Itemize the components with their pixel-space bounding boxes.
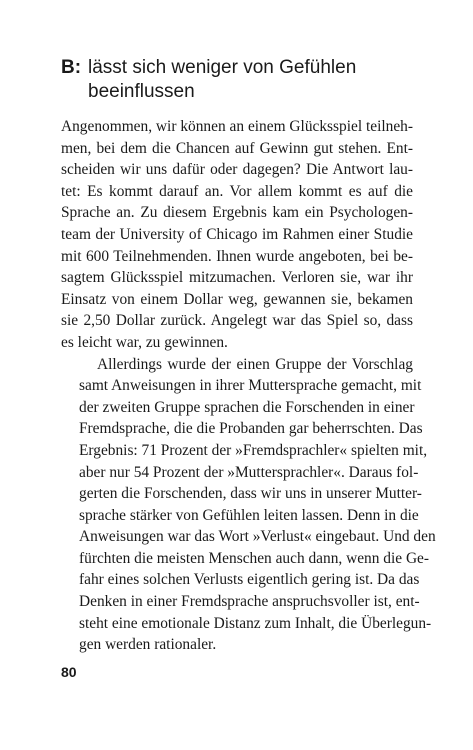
text-line: Einsatz von einem Dollar weg, gewannen sie, bekamen xyxy=(61,290,413,308)
text-line: mit 600 Teilnehmenden. Ihnen wurde angeboten, bei be- xyxy=(61,247,413,265)
text-line: men, bei dem die Chancen auf Gewinn gut stehen. Ent- xyxy=(61,139,413,157)
body-text xyxy=(61,116,436,656)
section-heading xyxy=(61,56,421,104)
text-line: gerten die Forschenden, dass wir uns in unserer Mutter- xyxy=(79,485,422,503)
text-line: sagtem Glücksspiel mitzumachen. Verloren sie, war ihr xyxy=(61,269,413,287)
text-line: sprache stärker von Gefühlen leiten lassen. Denn in die xyxy=(79,506,419,524)
text-line: Angenommen, wir können an einem Glücksspiel teilneh- xyxy=(61,118,413,135)
text-line: der zweiten Gruppe sprachen die Forschenden in einer xyxy=(79,398,415,416)
text-line: Denken in einer Fremdsprache anspruchsvoller ist, ent- xyxy=(79,593,420,611)
text-line: fürchten die meisten Menschen auch dann, wenn die Ge- xyxy=(79,549,430,567)
page-number: 80 xyxy=(61,664,77,680)
heading-line-1: lässt sich weniger von Gefühlen xyxy=(88,57,357,78)
heading-label: B: xyxy=(61,57,82,78)
heading-line-2: beeinflussen xyxy=(88,81,195,102)
heading-text xyxy=(88,56,356,104)
paragraph-1 xyxy=(61,116,413,354)
text-line: tet: Es kommt darauf an. Vor allem kommt es auf die xyxy=(61,182,413,200)
text-line: es leicht war, zu gewinnen. xyxy=(61,333,228,351)
text-line: Ergebnis: 71 Prozent der »Fremdsprachler« spielten mit, xyxy=(79,441,428,459)
text-line: Sprache an. Zu diesem Ergebnis kam ein Psychologen- xyxy=(61,204,413,222)
text-line: fahr eines solchen Verlusts eigentlich gering ist. Da das xyxy=(79,571,420,589)
paragraph-2 xyxy=(61,354,436,656)
text-line: scheiden wir uns dafür oder dagegen? Die Antwort lau- xyxy=(61,161,413,179)
text-line: gen werden rationaler. xyxy=(79,636,217,654)
text-line: Fremdsprache, die die Probanden gar beherrschten. Das xyxy=(79,420,423,438)
text-line: aber nur 54 Prozent der »Muttersprachler«. Daraus fol- xyxy=(79,463,419,481)
text-line: Anweisungen war das Wort »Verlust« eingebaut. Und den xyxy=(79,528,436,546)
text-line: Allerdings wurde der einen Gruppe der Vorschlag xyxy=(97,355,413,373)
text-line: sie 2,50 Dollar zurück. Angelegt war das Spiel so, dass xyxy=(61,312,413,330)
text-line: team der University of Chicago im Rahmen einer Studie xyxy=(61,225,413,243)
text-line: samt Anweisungen in ihrer Muttersprache gemacht, mit xyxy=(79,377,422,395)
text-line: steht eine emotionale Distanz zum Inhalt, die Überlegun- xyxy=(79,614,432,632)
